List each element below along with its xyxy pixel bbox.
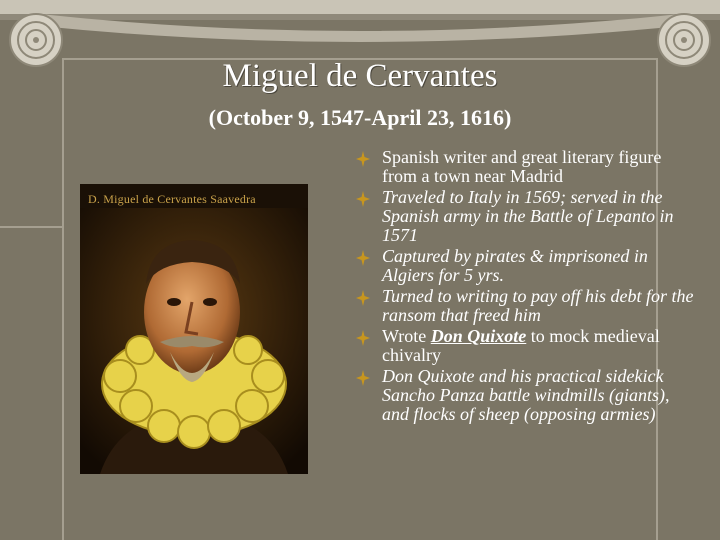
bullet-marker-icon — [356, 290, 370, 306]
bullet-item — [356, 367, 696, 424]
bullet-marker-icon — [356, 330, 370, 346]
bullet-text: Traveled to Italy in 1569; served in the Spanish army in the Battle of Lepanto in 1571 — [382, 187, 674, 245]
right-volute — [658, 14, 710, 66]
slide-title: Miguel de Cervantes — [222, 58, 498, 94]
left-frame-line — [62, 60, 64, 540]
bullet-item — [356, 148, 696, 186]
bullet-text-suffix: to mock medieval chivalry — [382, 326, 660, 365]
bullet-marker-icon — [356, 191, 370, 207]
left-ledge-line — [0, 226, 62, 228]
portrait-image — [80, 184, 308, 474]
bullet-text: Spanish writer and great literary figure from a town near Madrid — [382, 147, 662, 186]
slide-subtitle: (October 9, 1547-April 23, 1616) — [208, 105, 512, 130]
bullet-list — [356, 148, 696, 426]
bullet-item — [356, 287, 696, 325]
left-volute — [10, 14, 62, 66]
bullet-marker-icon — [356, 370, 370, 386]
bullet-text: Captured by pirates & imprisoned in Algiers for 5 yrs. — [382, 246, 648, 285]
bullet-marker-icon — [356, 250, 370, 266]
bullet-text: Don Quixote and his practical sidekick Sancho Panza battle windmills (giants), and flocks of sheep (opposing armies) — [382, 366, 670, 424]
portrait-caption: D. Miguel de Cervantes Saavedra — [88, 192, 256, 206]
bullet-text: Turned to writing to pay off his debt for the ransom that freed him — [382, 286, 694, 325]
bullet-marker-icon — [356, 151, 370, 167]
bullet-item — [356, 247, 696, 285]
bullet-item — [356, 327, 696, 365]
portrait-drawing — [80, 184, 308, 474]
bullet-item — [356, 188, 696, 245]
bullet-text-prefix: Wrote — [382, 326, 431, 346]
book-title: Don Quixote — [430, 326, 527, 346]
